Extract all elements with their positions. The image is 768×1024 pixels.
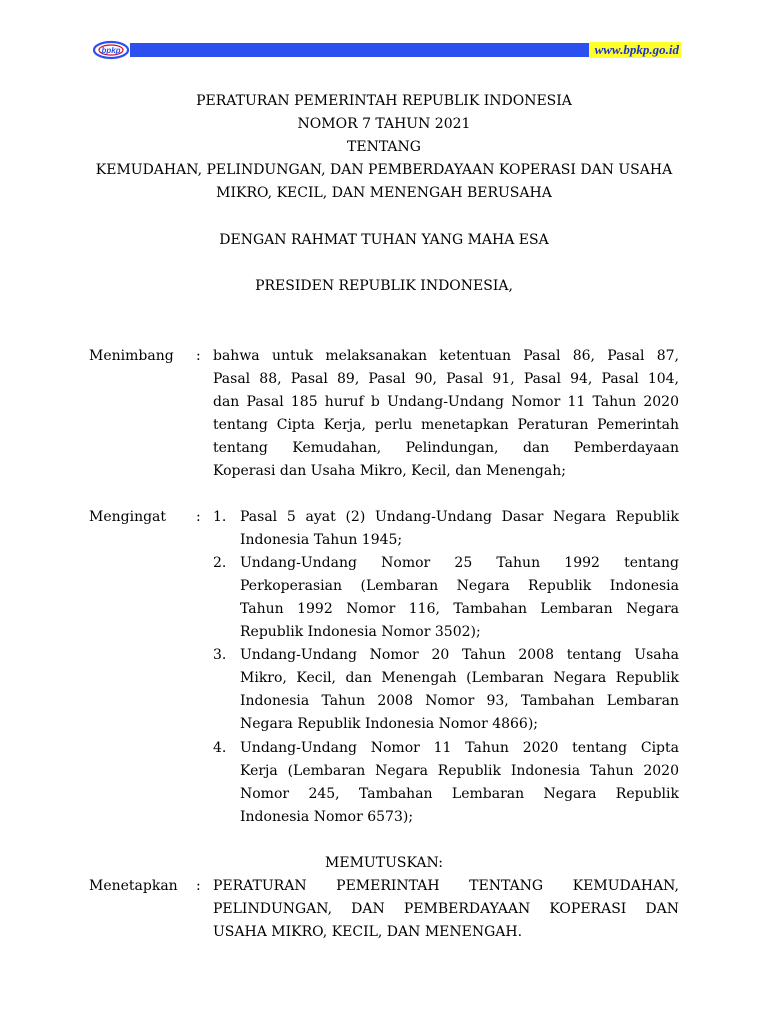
menetapkan-colon: : [196, 878, 201, 894]
list-item-line: Kerja (Lembaran Negara Republik Indonesia Tahun 2020 [240, 763, 679, 779]
memutuskan-heading: MEMUTUSKAN: [325, 855, 443, 871]
menimbang-line: Pasal 88, Pasal 89, Pasal 90, Pasal 91, Pasal 94, Pasal 104, [213, 371, 679, 387]
bpkp-logo [92, 40, 130, 60]
president-heading: PRESIDEN REPUBLIK INDONESIA, [255, 278, 513, 294]
mengingat-label: Mengingat [89, 509, 167, 525]
list-item-number: 2. [213, 555, 227, 571]
list-item-number: 3. [213, 647, 227, 663]
menetapkan-line: PERATURAN PEMERINTAH TENTANG KEMUDAHAN, [213, 878, 679, 894]
list-item-line: Pasal 5 ayat (2) Undang-Undang Dasar Negara Republik [240, 509, 679, 525]
list-item-number: 1. [213, 509, 227, 525]
title-line-2: NOMOR 7 TAHUN 2021 [297, 116, 471, 132]
title-line-4: KEMUDAHAN, PELINDUNGAN, DAN PEMBERDAYAAN KOPERASI DAN USAHA [95, 162, 673, 178]
menimbang-line: tentang Kemudahan, Pelindungan, dan Pemberdayaan [213, 440, 679, 456]
header-url: www.bpkp.go.id [589, 42, 681, 58]
menimbang-line: Koperasi dan Usaha Mikro, Kecil, dan Menengah; [213, 463, 566, 479]
mengingat-colon: : [196, 509, 201, 525]
title-line-3: TENTANG [347, 139, 421, 155]
title-line-1: PERATURAN PEMERINTAH REPUBLIK INDONESIA [196, 93, 572, 109]
list-item-line: Undang-Undang Nomor 25 Tahun 1992 tentang [240, 555, 679, 571]
logo-text: bpkp [101, 46, 121, 55]
list-item-line: Mikro, Kecil, dan Menengah (Lembaran Negara Republik [240, 670, 679, 686]
title-line-5: MIKRO, KECIL, DAN MENENGAH BERUSAHA [216, 185, 552, 201]
list-item-line: Republik Indonesia Nomor 3502); [240, 624, 481, 640]
menetapkan-label: Menetapkan [89, 878, 178, 894]
menimbang-line: bahwa untuk melaksanakan ketentuan Pasal 86, Pasal 87, [213, 348, 679, 364]
menimbang-line: tentang Cipta Kerja, perlu menetapkan Peraturan Pemerintah [213, 417, 679, 433]
list-item-line: Indonesia Tahun 2008 Nomor 93, Tambahan Lembaran [240, 693, 679, 709]
menetapkan-line: PELINDUNGAN, DAN PEMBERDAYAAN KOPERASI DAN [213, 901, 679, 917]
list-item-line: Undang-Undang Nomor 20 Tahun 2008 tentang Usaha [240, 647, 679, 663]
invocation: DENGAN RAHMAT TUHAN YANG MAHA ESA [219, 232, 549, 248]
menimbang-line: dan Pasal 185 huruf b Undang-Undang Nomor 11 Tahun 2020 [213, 394, 679, 410]
menetapkan-line: USAHA MIKRO, KECIL, DAN MENENGAH. [213, 924, 523, 940]
menimbang-colon: : [196, 348, 201, 364]
list-item-line: Negara Republik Indonesia Nomor 4866); [240, 716, 539, 732]
list-item-line: Indonesia Tahun 1945; [240, 532, 403, 548]
list-item-number: 4. [213, 740, 227, 756]
list-item-line: Nomor 245, Tambahan Lembaran Negara Republik [240, 786, 679, 802]
header-band [130, 43, 681, 57]
menimbang-label: Menimbang [89, 348, 174, 364]
list-item-line: Perkoperasian (Lembaran Negara Republik Indonesia [240, 578, 679, 594]
list-item-line: Indonesia Nomor 6573); [240, 809, 414, 825]
list-item-line: Tahun 1992 Nomor 116, Tambahan Lembaran Negara [240, 601, 679, 617]
list-item-line: Undang-Undang Nomor 11 Tahun 2020 tentang Cipta [240, 740, 679, 756]
